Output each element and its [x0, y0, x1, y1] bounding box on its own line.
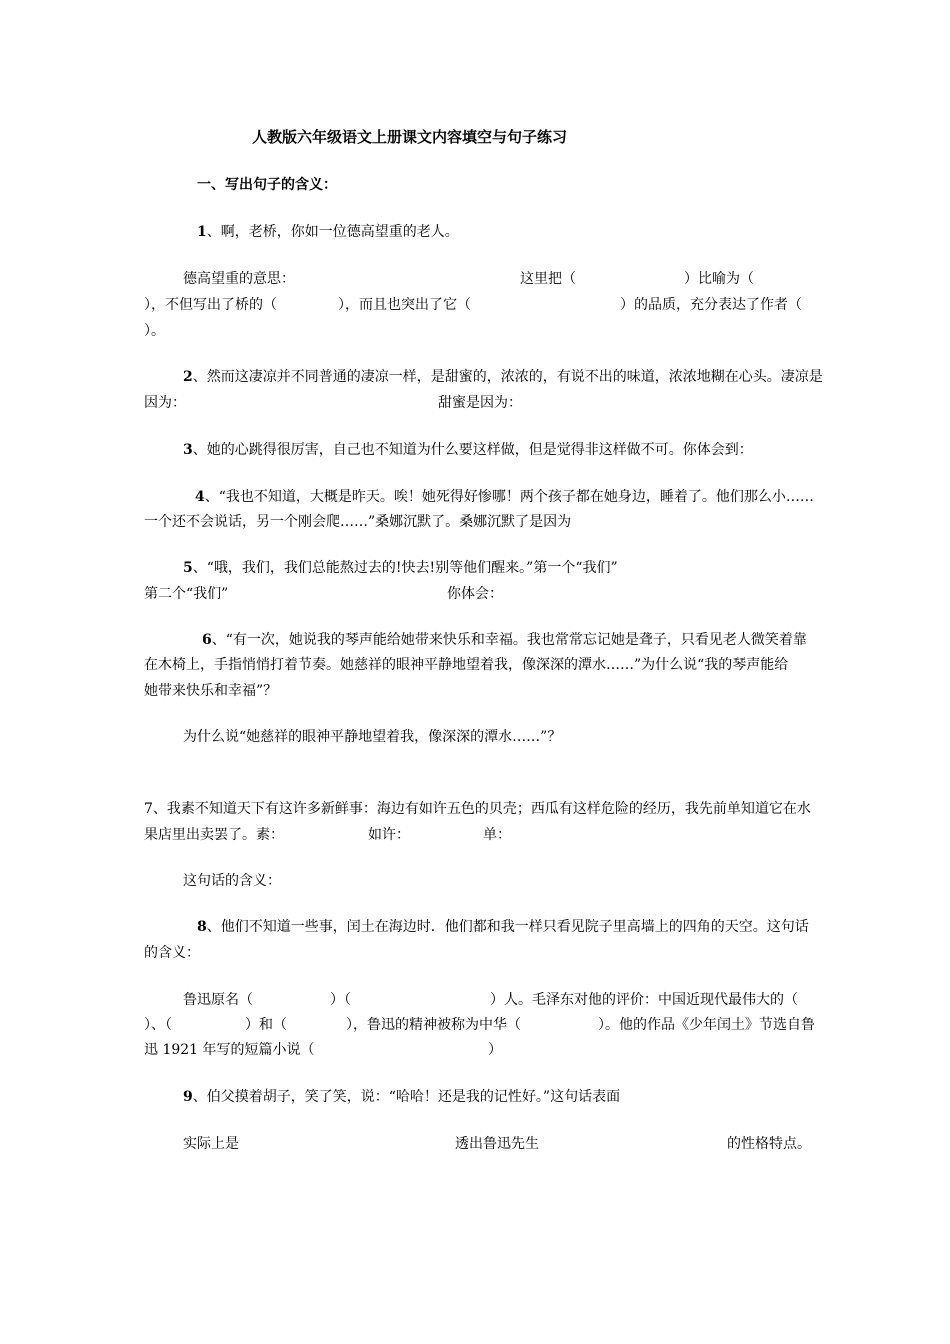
q8-line-3b: ）（ [330, 992, 351, 1008]
q7-line-3: 这句话的含义： [183, 873, 281, 889]
question-number: 1 [197, 224, 207, 240]
q1-line-2b: ），而且也突出了它（ [338, 297, 471, 313]
q1-line-2c: ）的品质，充分表达了作者（ [620, 297, 802, 313]
q8-line-4b: ）和（ [245, 1017, 287, 1033]
question-text: 、啊，老桥，你如一位德高望重的老人。 [206, 224, 459, 240]
question-number: 8 [197, 919, 207, 935]
q1-line-1b: 这里把（ [520, 271, 576, 287]
q8-line-2: 的含义： [144, 945, 200, 961]
q8-line-3a: 鲁迅原名（ [183, 992, 253, 1008]
q8-line-5a: 迅 1921 年写的短篇小说（ [144, 1042, 315, 1058]
q1-line-1a: 德高望重的意思： [183, 271, 295, 287]
question-text: 、她的心跳得很厉害，自己也不知道为什么要这样做，但是觉得非这样做不可。你体会到： [192, 442, 753, 458]
question-text: 、“我也不知道，大概是昨天。唉！她死得好惨哪！两个孩子都在她身边，睡着了。他们那么小…… [204, 489, 814, 505]
question-1 [197, 222, 459, 242]
q7-line-2c: 单： [483, 827, 511, 843]
q2-line-2a: 因为： [144, 395, 186, 411]
q9-line-2b: 透出鲁迅先生 [455, 1136, 539, 1152]
q8-line-4a: ）、（ [144, 1017, 172, 1033]
q1-line-1c: ）比喻为（ [684, 271, 754, 287]
question-6 [202, 630, 807, 650]
q8-line-3c: ）人。毛泽东对他的评价：中国近现代最伟大的（ [490, 992, 798, 1008]
question-text: 、伯父摸着胡子，笑了笑，说：“哈哈！还是我的记性好。”这句话表面 [192, 1089, 621, 1105]
q7-line-2b: 如许： [368, 827, 410, 843]
question-number: 3 [183, 442, 193, 458]
question-text: 、然而这凄凉并不同普通的凄凉一样，是甜蜜的，浓浓的，有说不出的味道，浓浓地糊在心头。凄凉是 [192, 369, 823, 385]
question-text: 、“有一次，她说我的琴声能给她带来快乐和幸福。我也常常忘记她是聋子，只看见老人微笑着靠 [211, 632, 807, 648]
question-number: 4 [195, 489, 205, 505]
question-4 [195, 487, 814, 507]
section-heading: 一、写出句子的含义： [197, 177, 337, 193]
q8-line-5b: ） [488, 1042, 502, 1058]
q9-line-2a: 实际上是 [183, 1136, 239, 1152]
question-9 [183, 1087, 620, 1107]
q4-line-2: 一个还不会说话，另一个刚会爬……”桑娜沉默了。桑娜沉默了是因为 [144, 514, 572, 530]
q1-line-3: ）。 [144, 323, 165, 339]
q9-line-2c: 的性格特点。 [727, 1136, 811, 1152]
question-3 [183, 440, 753, 460]
question-text: 、他们不知道一些事，闰土在海边时．他们都和我一样只看见院子里高墙上的四角的天空。这句话 [206, 919, 809, 935]
q2-line-2b: 甜蜜是因为： [438, 395, 522, 411]
q8-line-4c: ），鲁迅的精神被称为中华（ [346, 1017, 521, 1033]
question-number: 9 [183, 1089, 193, 1105]
q6-line-4: 为什么说“她慈祥的眼神平静地望着我，像深深的潭水……”？ [183, 729, 562, 745]
question-number: 6 [202, 632, 212, 648]
q5-line-2b: 你体会： [447, 586, 503, 602]
q1-line-2a: ），不但写出了桥的（ [144, 297, 277, 313]
q8-line-4d: ）。他的作品《少年闰土》节选自鲁 [598, 1017, 815, 1033]
page-title: 人教版六年级语文上册课文内容填空与句子练习 [252, 128, 568, 146]
question-number: 5 [183, 560, 193, 576]
question-number: 2 [183, 369, 193, 385]
question-2 [183, 367, 823, 387]
q6-line-3: 她带来快乐和幸福”？ [144, 683, 278, 699]
q6-line-2: 在木椅上，手指悄悄打着节奏。她慈祥的眼神平静地望着我，像深深的潭水……”为什么说“我的琴声能给 [144, 657, 789, 673]
question-5 [183, 558, 618, 578]
q7-line-2a: 果店里出卖罢了。素： [144, 827, 284, 843]
q5-line-2a: 第二个“我们” [144, 586, 229, 602]
question-8 [197, 917, 809, 937]
question-text: 、“哦，我们，我们总能熬过去的!快去!别等他们醒来。”第一个“我们” [192, 560, 618, 576]
question-7: 7、我素不知道天下有这许多新鲜事：海边有如许五色的贝壳；西瓜有这样危险的经历，我先前单知道它在水 [144, 801, 811, 817]
